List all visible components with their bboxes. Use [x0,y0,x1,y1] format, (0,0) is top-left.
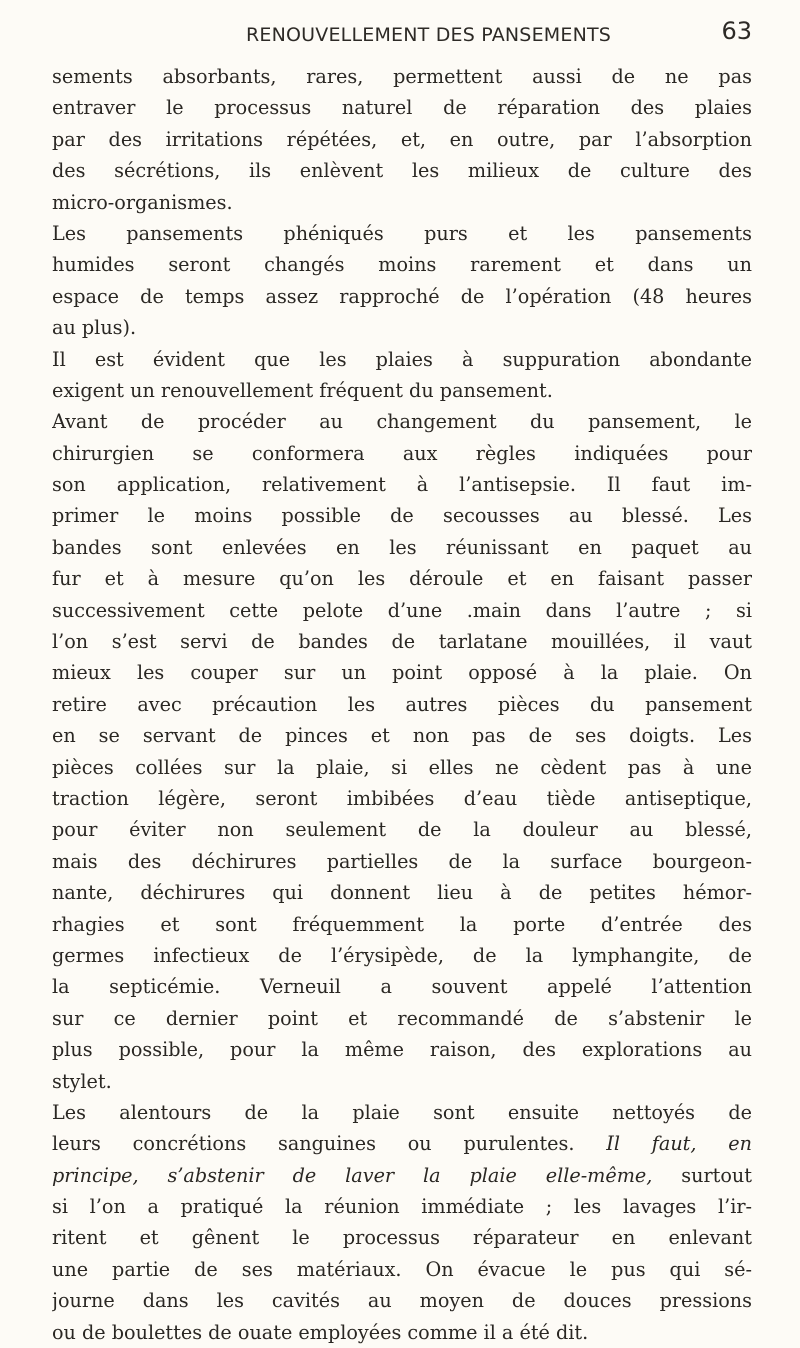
text-line: exigent un renouvellement fréquent du pansement. [52,378,553,402]
text-line: Il est évident que les plaies à suppuration abondante [52,347,752,371]
text-line: en se servant de pinces et non pas de ses doigts. Les [52,724,752,748]
text-line: mais des déchirures partielles de la surface bourgeon- [52,849,752,873]
text-line: par des irritations répétées, et, en outre, par l’absorption [52,127,752,151]
text-line-mixed [52,1160,752,1191]
text-line: germes infectieux de l’érysipède, de la lymphangite, de [52,943,752,967]
text-line: pour éviter non seulement de la douleur au blessé, [52,818,752,842]
text-line: chirurgien se conformera aux règles indiquées pour [52,441,752,465]
text-line: son application, relativement à l’antisepsie. Il faut im- [52,473,752,497]
text-line: Avant de procéder au changement du pansement, le [52,410,752,434]
text-line: au plus). [52,316,137,340]
text-line: entraver le processus naturel de réparation des plaies [52,96,752,120]
text-line-mixed [52,1128,752,1159]
running-title: RENOUVELLEMENT DES PANSEMENTS [246,24,612,46]
running-head [52,0,752,58]
text-line: fur et à mesure qu’on les déroule et en faisant passer [52,567,752,591]
text-line: sur ce dernier point et recommandé de s’abstenir le [52,1006,752,1030]
text-line: si l’on a pratiqué la réunion immédiate ; les lavages l’ir- [52,1195,752,1219]
text-line: des sécrétions, ils enlèvent les milieux de culture des [52,159,752,183]
text-line: Les pansements phéniqués purs et les pansements [52,221,752,245]
text-line: traction légère, seront imbibées d’eau tiède antiseptique, [52,786,752,810]
text-segment: leurs concrétions sanguines ou purulentes. [52,1132,575,1156]
text-line: ritent et gênent le processus réparateur en enlevant [52,1226,752,1250]
text-line: stylet. [52,1069,112,1093]
text-line: successivement cette pelote d’une .main dans l’autre ; si [52,598,752,622]
text-segment: surtout [652,1163,752,1187]
text-line: primer le moins possible de secousses au blessé. Les [52,504,752,528]
page-number: 63 [721,17,752,45]
body-text [52,61,752,1348]
text-line: humides seront changés moins rarement et dans un [52,253,752,277]
text-line: espace de temps assez rapproché de l’opération (48 heures [52,284,752,308]
text-line: une partie de ses matériaux. On évacue le pus qui sé- [52,1257,752,1281]
italic-text: Il faut, en [606,1132,752,1156]
text-line: plus possible, pour la même raison, des explorations au [52,1038,752,1062]
text-line: Les alentours de la plaie sont ensuite nettoyés de [52,1100,752,1124]
text-line: mieux les couper sur un point opposé à la plaie. On [52,661,752,685]
text-line: bandes sont enlevées en les réunissant en paquet au [52,535,752,559]
text-line: ou de boulettes de ouate employées comme il a été dit. [52,1320,589,1344]
text-line: l’on s’est servi de bandes de tarlatane mouillées, il vaut [52,630,752,654]
text-line: sements absorbants, rares, permettent aussi de ne pas [52,65,752,88]
text-line: journe dans les cavités au moyen de douces pressions [52,1289,752,1313]
text-line: nante, déchirures qui donnent lieu à de petites hémor- [52,881,752,905]
italic-text: principe, s’abstenir de laver la plaie elle-même, [52,1163,653,1187]
text-line: pièces collées sur la plaie, si elles ne cèdent pas à une [52,755,752,779]
text-line: rhagies et sont fréquemment la porte d’entrée des [52,912,752,936]
text-line: micro-organismes. [52,190,233,214]
text-line: la septicémie. Verneuil a souvent appelé l’attention [52,975,752,999]
text-line: retire avec précaution les autres pièces du pansement [52,692,752,716]
